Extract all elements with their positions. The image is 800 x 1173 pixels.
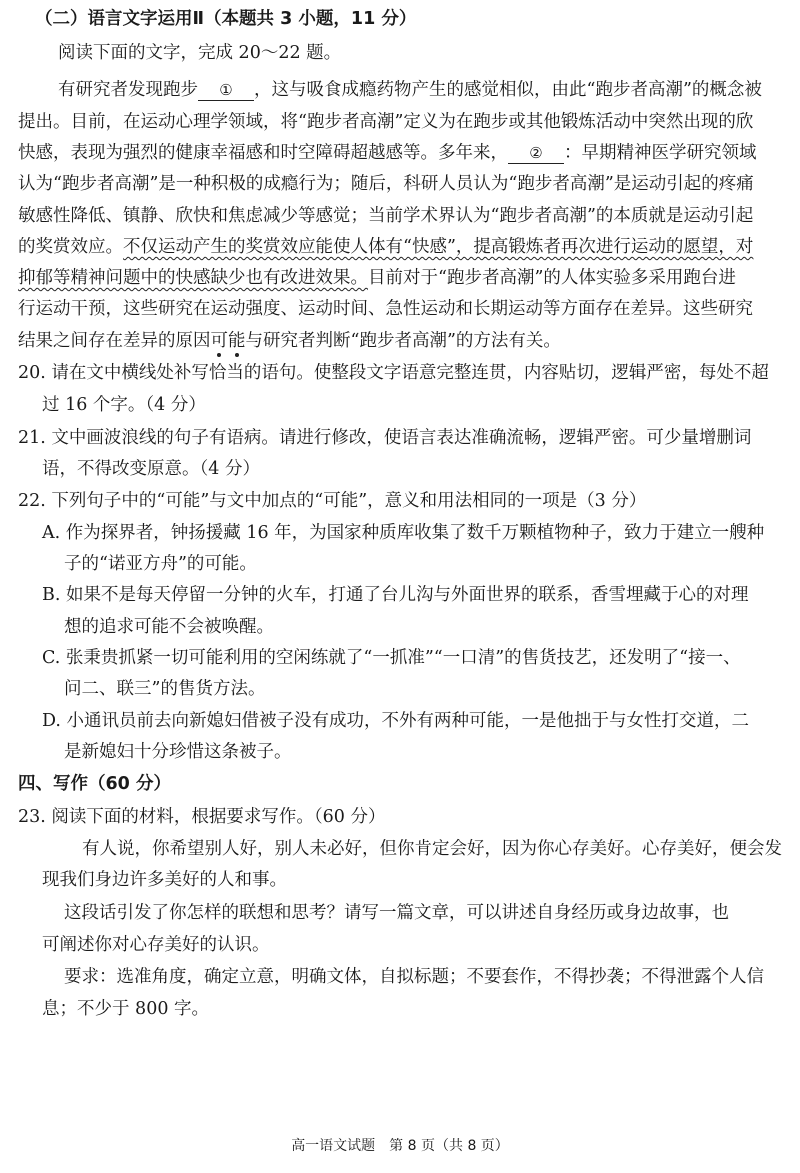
question-21-cont: 语，不得改变原意。（4 分）: [42, 459, 260, 479]
fill-blank-1: ①: [198, 80, 254, 101]
passage-line: 有研究者发现跑步 ① ，这与吸食成瘾药物产生的感觉相似，由此“跑步者高潮”的概念被: [58, 80, 762, 100]
dotted-char: 可: [210, 331, 228, 351]
option-a: A. 作为探界者，钟扬援藏 16 年，为国家种质库收集了数千万颗植物种子，致力于建立一艘种: [42, 523, 765, 543]
option-c: C. 张秉贵抓紧一切可能利用的空闲练就了“一抓准”“一口清”的售货技艺，还发明了“接一、: [42, 648, 741, 668]
material-line: 现我们身边许多美好的人和事。: [42, 870, 287, 890]
question-22: 22. 下列句子中的“可能”与文中加点的“可能”，意义和用法相同的一项是（3 分）: [18, 491, 647, 511]
passage-line: 行运动干预，这些研究在运动强度、运动时间、急性运动和长期运动等方面存在差异。这些研究: [18, 299, 753, 319]
passage-line: 认为“跑步者高潮”是一种积极的成瘾行为；随后，科研人员认为“跑步者高潮”是运动引起的疼痛: [18, 174, 754, 194]
wavy-underlined-sentence: 不仅运动产生的奖赏效应能使人体有“快感”，提高锻炼者再次进行运动的愿望，对: [123, 237, 754, 257]
option-a-cont: 子的“诺亚方舟”的可能。: [64, 554, 257, 574]
dotted-char: 能: [228, 331, 246, 351]
fill-blank-2: ②: [508, 143, 564, 164]
passage-line: 敏感性降低、镇静、欣快和焦虑减少等感觉；当前学术界认为“跑步者高潮”的本质就是运动引起: [18, 206, 754, 226]
passage-line: 提出。目前，在运动心理学领域，将“跑步者高潮”定义为在跑步或其他锻炼活动中突然出现的欣: [18, 112, 754, 132]
wavy-underlined-sentence: 抑郁等精神问题中的快感缺少也有改进效果。: [18, 268, 368, 288]
question-23: 23. 阅读下面的材料，根据要求写作。（60 分）: [18, 807, 386, 827]
section-heading: （二）语言文字运用Ⅱ（本题共 3 小题，11 分）: [35, 9, 417, 29]
option-c-cont: 问二、联三”的售货方法。: [64, 679, 266, 699]
passage-line: 的奖赏效应。不仅运动产生的奖赏效应能使人体有“快感”，提高锻炼者再次进行运动的愿望，对: [18, 237, 754, 257]
prompt-line: 这段话引发了你怎样的联想和思考？请写一篇文章，可以讲述自身经历或身边故事，也: [64, 903, 729, 923]
writing-section-heading: 四、写作（60 分）: [18, 774, 171, 794]
question-20-cont: 过 16 个字。（4 分）: [42, 395, 206, 415]
option-b-cont: 想的追求可能不会被唤醒。: [64, 617, 274, 637]
section-instruction: 阅读下面的文字，完成 20～22 题。: [58, 43, 342, 63]
requirements-line: 息；不少于 800 字。: [42, 999, 210, 1019]
requirements-line: 要求：选准角度，确定立意，明确文体，自拟标题；不要套作，不得抄袭；不得泄露个人信: [64, 967, 764, 987]
question-21: 21. 文中画波浪线的句子有语病。请进行修改，使语言表达准确流畅，逻辑严密。可少量增删词: [18, 428, 752, 448]
prompt-line: 可阐述你对心存美好的认识。: [42, 935, 270, 955]
question-20: 20. 请在文中横线处补写恰当的语句。使整段文字语意完整连贯，内容贴切，逻辑严密，每处不超: [18, 363, 769, 383]
option-b: B. 如果不是每天停留一分钟的火车，打通了台儿沟与外面世界的联系，香雪埋藏于心的对理: [42, 585, 749, 605]
option-d-cont: 是新媳妇十分珍惜这条被子。: [64, 742, 292, 762]
passage-line: 快感，表现为强烈的健康幸福感和时空障碍超越感等。多年来， ② ：早期精神医学研究领域: [18, 143, 757, 163]
option-d: D. 小通讯员前去向新媳妇借被子没有成功，不外有两种可能，一是他拙于与女性打交道，二: [42, 711, 750, 731]
passage-line: 抑郁等精神问题中的快感缺少也有改进效果。目前对于“跑步者高潮”的人体实验多采用跑台进: [18, 268, 736, 288]
material-line: 有人说，你希望别人好，别人未必好，但你肯定会好，因为你心存美好。心存美好，便会发: [82, 839, 782, 859]
passage-line: 结果之间存在差异的原因可能与研究者判断“跑步者高潮”的方法有关。: [18, 331, 561, 351]
page-footer: 高一语文试题 第 8 页（共 8 页）: [291, 1138, 509, 1154]
